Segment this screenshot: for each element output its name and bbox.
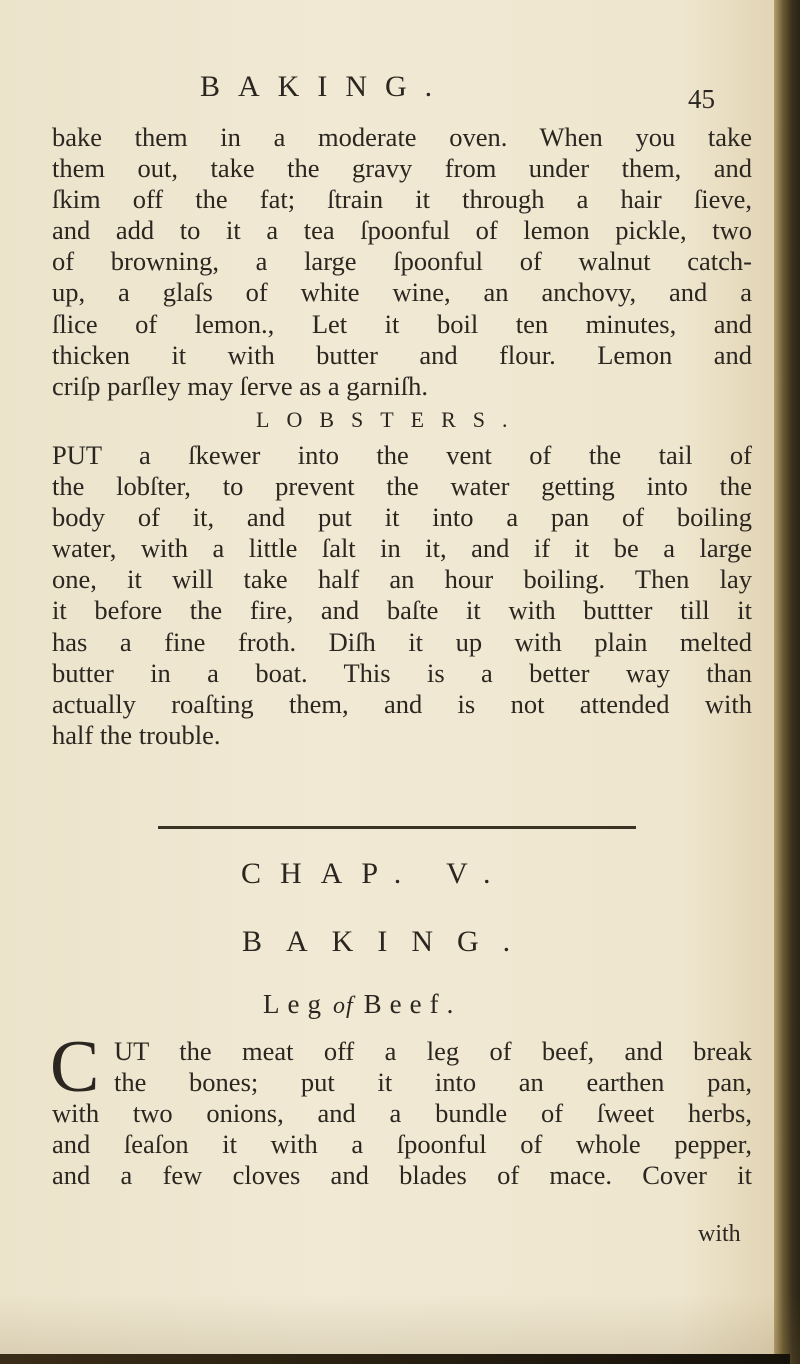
paragraph-leg-of-beef-indented: [114, 1036, 752, 1098]
section-heading-lobsters: LOBSTERS.: [256, 407, 525, 432]
text-line: bake them in a moderate oven. When you take: [52, 122, 752, 152]
text-line: the lobſter, to prevent the water getting into the: [52, 471, 752, 502]
text-line: and a few cloves and blades of mace. Cover it: [52, 1160, 752, 1191]
paragraph-leg-of-beef: [52, 1098, 752, 1191]
text-line: up, a glaſs of white wine, an anchovy, and a: [52, 277, 752, 308]
text-line: and add to it a tea ſpoonful of lemon pickle, two: [52, 215, 752, 246]
running-head: BAKING.: [200, 70, 451, 103]
chapter-number: CHAP. V.: [241, 857, 510, 890]
text-line: PUT a ſkewer into the vent of the tail of: [52, 440, 752, 470]
paragraph-lobsters: [52, 440, 752, 751]
text-line: it before the fire, and baſte it with buttter till it: [52, 595, 752, 626]
chapter-divider-rule: [158, 826, 636, 829]
text-line: actually roaſting them, and is not attended with: [52, 688, 752, 719]
recipe-title-of: of: [332, 993, 354, 1019]
text-line: criſp parſley may ſerve as a garniſh.: [52, 370, 428, 401]
recipe-title-second: Beef.: [363, 989, 462, 1019]
text-line: the bones; put it into an earthen pan,: [114, 1067, 752, 1098]
text-line: water, with a little ſalt in it, and if it be a large: [52, 533, 752, 564]
text-line: body of it, and put it into a pan of boiling: [52, 502, 752, 533]
text-line: has a fine froth. Diſh it up with plain melted: [52, 626, 752, 657]
text-line: one, it will take half an hour boiling. Then lay: [52, 564, 752, 595]
chapter-title: BAKING.: [242, 925, 535, 958]
text-line: and ſeaſon it with a ſpoonful of whole pepper,: [52, 1129, 752, 1160]
text-line: half the trouble.: [52, 719, 221, 750]
page-number: 45: [688, 84, 715, 114]
text-line: thicken it with butter and flour. Lemon and: [52, 339, 752, 370]
page-bottom-edge: [0, 1354, 790, 1364]
text-line: of browning, a large ſpoonful of walnut catch-: [52, 246, 752, 277]
text-line: butter in a boat. This is a better way than: [52, 657, 752, 688]
catchword: with: [698, 1221, 741, 1247]
page-binding-edge: [774, 0, 800, 1364]
text-line: UT the meat off a leg of beef, and break: [114, 1036, 752, 1066]
paragraph-gravy: [52, 122, 752, 402]
text-line: ſlice of lemon., Let it boil ten minutes, and: [52, 308, 752, 339]
recipe-title: [263, 989, 461, 1020]
recipe-title-first: Leg: [263, 989, 329, 1019]
drop-cap: C: [50, 1026, 100, 1108]
text-line: them out, take the gravy from under them, and: [52, 153, 752, 184]
text-line: with two onions, and a bundle of ſweet herbs,: [52, 1098, 752, 1128]
text-line: ſkim off the fat; ſtrain it through a hair ſieve,: [52, 184, 752, 215]
